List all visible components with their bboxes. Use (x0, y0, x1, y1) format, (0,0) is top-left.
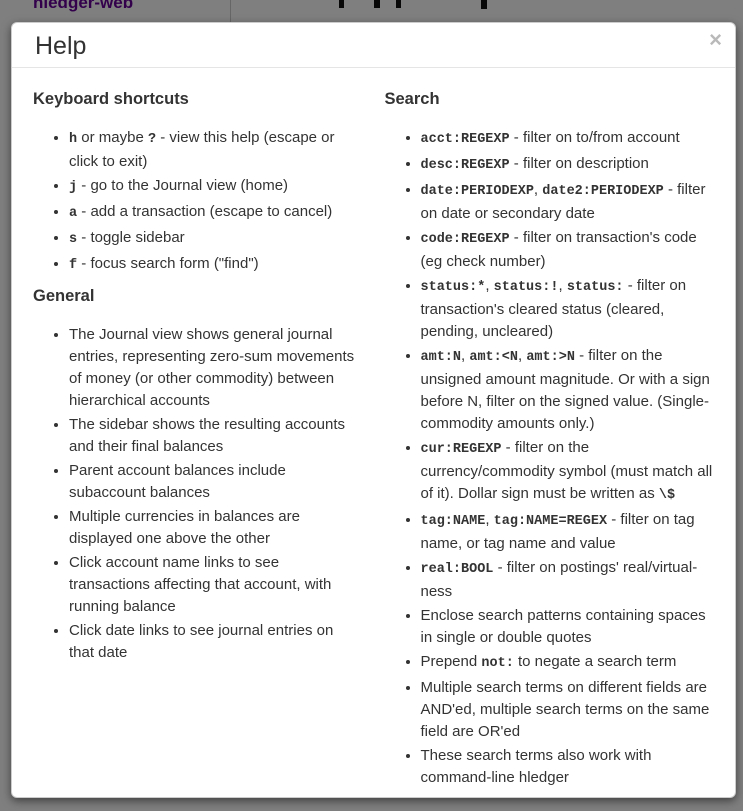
help-modal (11, 22, 736, 798)
help-column-right (374, 80, 726, 798)
help-list (33, 127, 362, 277)
help-list-item: • h or maybe ? - view this help (escape or click to exit) (69, 127, 362, 173)
code-snippet: desc:REGEXP (420, 158, 510, 173)
help-list-item: • amt:N, amt:<N, amt:>N - filter on the unsigned amount magnitude. Or with a sign before N, filter on the signed value. (Single-commodity amounts only.) (421, 345, 714, 435)
code-snippet: ? (147, 132, 157, 147)
section-heading: Keyboard shortcuts (33, 90, 189, 108)
code-snippet: date2:PERIODEXP (542, 184, 664, 199)
help-list-item: • Prepend not: to negate a search term (421, 651, 714, 675)
code-snippet: status:! (493, 280, 559, 295)
help-list-item: • Enclose search patterns containing spaces in single or double quotes (421, 605, 714, 649)
help-list (33, 324, 362, 664)
section-heading: Search (384, 90, 440, 108)
help-list-item: • f - focus search form ("find") (69, 253, 362, 277)
modal-title: Help (35, 32, 87, 60)
help-list (385, 127, 714, 789)
help-list-item: • The sidebar shows the resulting accounts and their final balances (69, 414, 362, 458)
code-snippet: f (69, 258, 78, 273)
modal-header (12, 23, 735, 68)
help-list-item: • Multiple search terms on different fields are AND'ed, multiple search terms on the same field are OR'ed (421, 677, 714, 743)
code-snippet: status:* (420, 280, 486, 295)
code-snippet: amt:>N (526, 350, 575, 365)
help-list-item: • status:*, status:!, status: - filter on transaction's cleared status (cleared, pending, uncleared) (421, 275, 714, 343)
help-list-item: • cur:REGEXP - filter on the currency/commodity symbol (must match all of it). Dollar sign must be written as \$ (421, 437, 714, 507)
code-snippet: \$ (658, 488, 676, 503)
help-list-item: • tag:NAME, tag:NAME=REGEX - filter on tag name, or tag name and value (421, 509, 714, 555)
help-list-item: • Multiple currencies in balances are displayed one above the other (69, 506, 362, 550)
help-list-item: • Click account name links to see transactions affecting that account, with running balance (69, 552, 362, 618)
code-snippet: s (69, 232, 78, 247)
code-snippet: tag:NAME=REGEX (493, 514, 608, 529)
close-icon[interactable]: × (709, 27, 722, 52)
code-snippet: a (69, 206, 78, 221)
help-list-item: • j - go to the Journal view (home) (69, 175, 362, 199)
help-list-item: • Parent account balances include subaccount balances (69, 460, 362, 504)
help-column-left (22, 80, 374, 798)
help-list-item: • a - add a transaction (escape to cancel) (69, 201, 362, 225)
help-list-item: • acct:REGEXP - filter on to/from account (421, 127, 714, 151)
help-list-item: • desc:REGEXP - filter on description (421, 153, 714, 177)
code-snippet: acct:REGEXP (420, 132, 510, 147)
code-snippet: tag:NAME (420, 514, 486, 529)
code-snippet: real:BOOL (420, 562, 494, 577)
code-snippet: amt:N (420, 350, 462, 365)
modal-body (12, 68, 735, 798)
section-heading: General (33, 287, 95, 305)
help-list-item: • Click date links to see journal entries on that date (69, 620, 362, 664)
code-snippet: date:PERIODEXP (420, 184, 534, 199)
code-snippet: amt:<N (469, 350, 518, 365)
help-list-item: • The Journal view shows general journal entries, representing zero-sum movements of money (or other commodity) between hierarchical accounts (69, 324, 362, 412)
code-snippet: status: (566, 280, 624, 295)
help-list-item: • date:PERIODEXP, date2:PERIODEXP - filter on date or secondary date (421, 179, 714, 225)
help-list-item: • real:BOOL - filter on postings' real/virtual-ness (421, 557, 714, 603)
code-snippet: code:REGEXP (420, 232, 510, 247)
code-snippet: h (69, 132, 78, 147)
code-snippet: cur:REGEXP (420, 442, 502, 457)
code-snippet: not: (481, 656, 514, 671)
help-list-item: • code:REGEXP - filter on transaction's code (eg check number) (421, 227, 714, 273)
help-list-item: • s - toggle sidebar (69, 227, 362, 251)
help-list-item: • These search terms also work with command-line hledger (421, 745, 714, 789)
code-snippet: j (69, 180, 78, 195)
